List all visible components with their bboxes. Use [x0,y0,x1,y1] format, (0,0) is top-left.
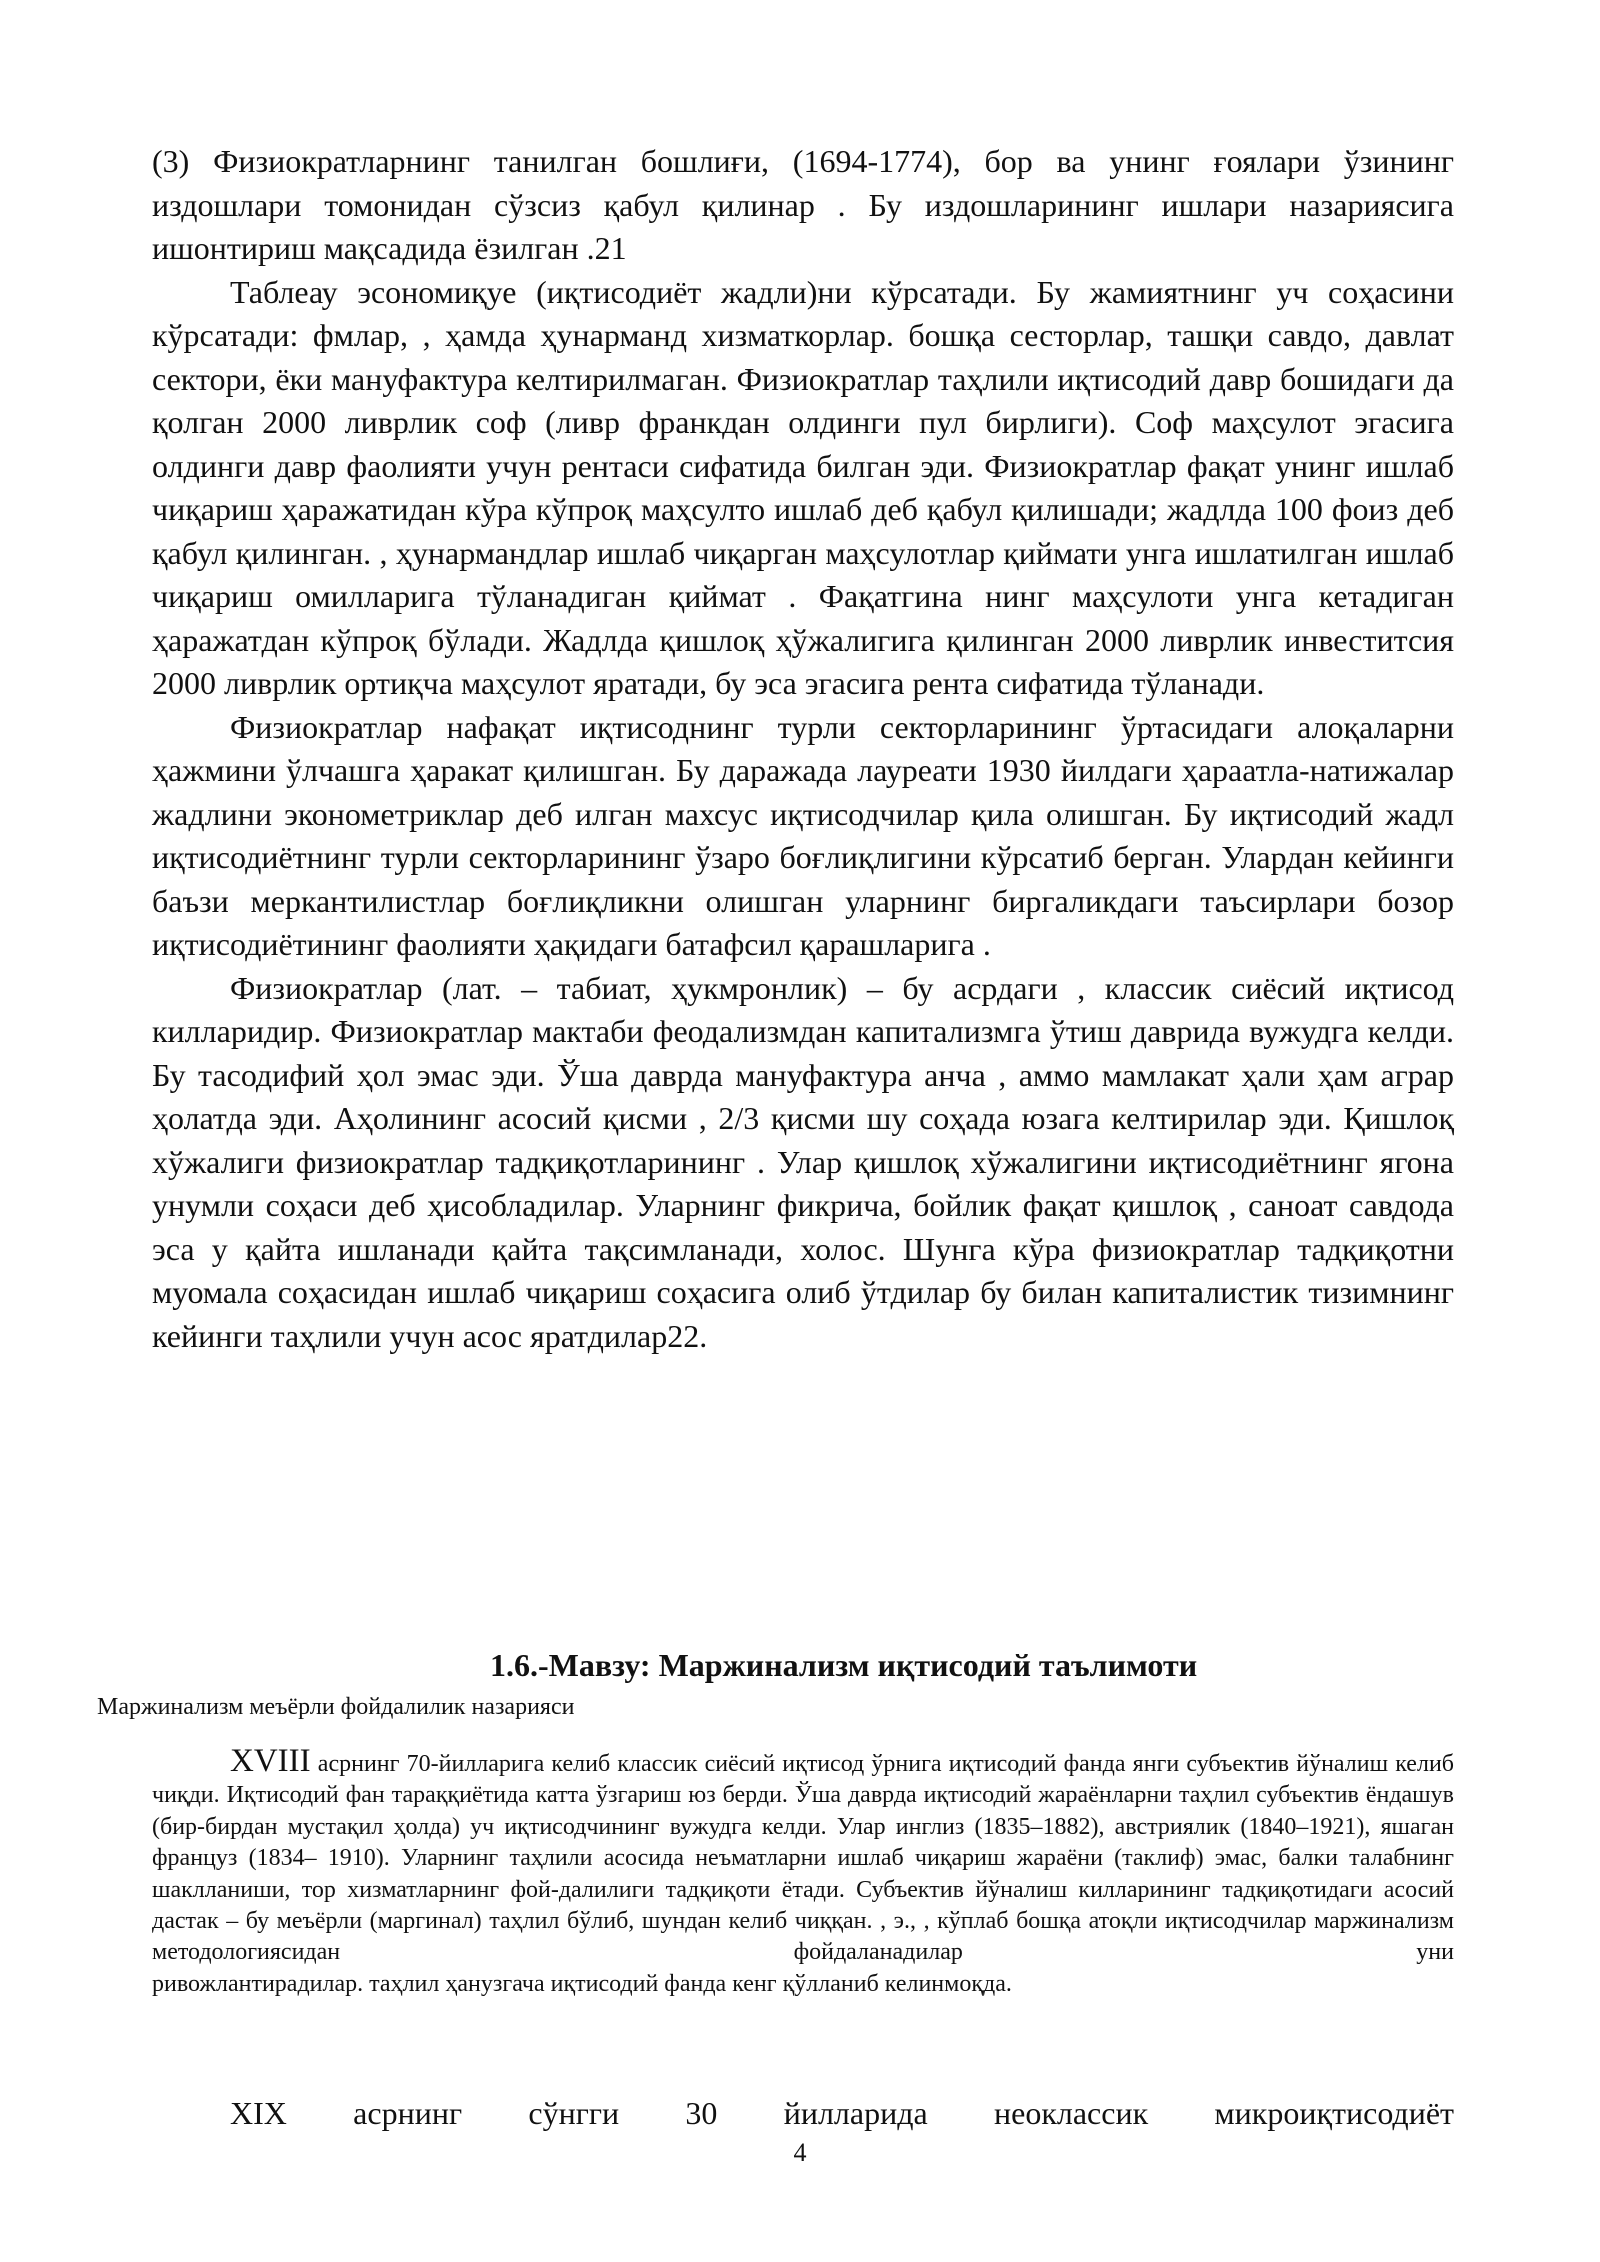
paragraph-2: Таблеау эсономиқуе (иқтисодиёт жадли)ни кўрсатади. Бу жамиятнинг уч соҳасини кўрсатади: фмлар, , ҳамда ҳунарманд хизматкорлар. бошқа сесторлар, ташқи савдо, давлат сектори, ёки мануфактура келтирилмаган. Физиократлар таҳлили иқтисодий давр бошидаги да қолган 2000 ливрлик соф (ливр франкдан олдинги пул бирлиги). Соф маҳсулот эгасига олдинги давр фаолияти учун рентаси сифатида билган эди. Физиократлар фақат унинг ишлаб чиқариш ҳаражатидан кўра кўпроқ маҳсулто ишлаб деб қабул қилишади; жадлда 100 фоиз деб қабул қилинган. , ҳунармандлар ишлаб чиқарган маҳсулотлар қиймати унга ишлатилган ишлаб чиқариш омилларига тўланадиган қиймат . Фақатгина нинг маҳсулоти унга кетадиган ҳаражатдан кўпроқ бўлади. Жадлда қишлоқ ҳўжалигига қилинган 2000 ливрлик инвеститсия 2000 ливрлик ортиқча маҳсулот яратади, бу эса эгасига рента сифатида тўланади. [152,273,1454,701]
paragraph-4: Физиократлар (лат. – табиат, ҳукмронлик) – бу асрдаги , классик сиёсий иқтисод килларидир. Физиократлар мактаби феодализмдан капитализмга ўтиш даврида вужудга келди. Бу тасодифий ҳол эмас эди. Ўша даврда мануфактура анча , аммо мамлакат ҳали ҳам аграр ҳолатда эди. Аҳолининг асосий қисми , 2/3 қисми шу соҳада юзага келтирилар эди. Қишлоқ хўжалиги физиократлар тадқиқотларининг . Улар қишлоқ хўжалигини иқтисодиётнинг ягона унумли соҳаси деб ҳисобладилар. Уларнинг фикрича, бойлик фақат қишлоқ , саноат савдода эса у қайта ишланади қайта тақсимланади, холос. Шунга кўра физиократлар тадқиқотни муомала соҳасидан ишлаб чиқариш соҳасига олиб ўтдилар бу билан капиталистик тизимнинг кейинги таҳлили учун асос яратдилар22. [152,969,1454,1354]
next-paragraph: XIX асрнинг сўнгги 30 йилларида неоклассик микроиқтисодиёт [230,2095,1454,2131]
small-paragraph [152,1743,1454,2000]
section-heading: 1.6.-Мавзу: Маржинализм иқтисодий таълимоти [490,1647,1198,1683]
small-paragraph-lead: XVIII [230,1743,311,1779]
paragraph-3: Физиократлар нафақат иқтисоднинг турли секторларининг ўртасидаги алоқаларни ҳажмини ўлчашга ҳаракат қилишган. Бу даражада лауреати 1930 йилдаги ҳараатла-натижалар жадлини эконометриклар деб илган махсус иқтисодчилар қила олишган. Бу иқтисодий жадл иқтисодиётнинг турли секторларининг ўзаро боғлиқлигини кўрсатиб берган. Улардан кейинги баъзи меркантилистлар боғлиқликни олишган уларнинг биргаликдаги таъсирлари бозор иқтисодиётининг фаолияти ҳақидаги батафсил қарашларига . [152,708,1454,962]
small-paragraph-last-line: ривожлантирадилар. таҳлил ҳанузгача иқтисодий фанда кенг қўлланиб келинмоқда. [152,1970,1012,1997]
small-paragraph-body: асрнинг 70-йилларига келиб классик сиёсий иқтисод ўрнига иқтисодий фанда янги субъектив йўналиш келиб чиқди. Иқтисодий фан тараққиётида катта ўзгариш юз берди. Ўша даврда иқтисодий жараёнларни таҳлил субъектив ёндашув (бир-бирдан мустақил ҳолда) уч иқтисодчининг вужудга келди. Улар инглиз (1835–1882), австриялик (1840–1921), яшаган француз (1834– 1910). Уларнинг таҳлили асосида неъматларни ишлаб чиқариш жараёни (таклиф) эмас, балки талабнинг шаклланиши, тор хизматларнинг фой-далилиги тадқиқоти ётади. Субъектив йўналиш килларининг тадқиқотидаги асосий дастак – бу меъёрли (маргинал) таҳлил бўлиб, шундан келиб чиққан. , э., , кўплаб бошқа атоқли иқтисодчилар маржинализм методологиясидан фойдаланадилар уни [152,1751,1454,1966]
main-body-text [152,140,1454,1358]
page-number: 4 [793,2138,807,2167]
paragraph-1: (3) Физиократларнинг танилган бошлиғи, (1694-1774), бор ва унинг ғоялари ўзининг издошлари томонидан сўзсиз қабул қилинар . Бу издошларининг ишлари назариясига ишонтириш мақсадида ёзилган .21 [152,143,1454,266]
section-subheading: Маржинализм меъёрли фойдалилик назарияси [97,1694,575,1720]
